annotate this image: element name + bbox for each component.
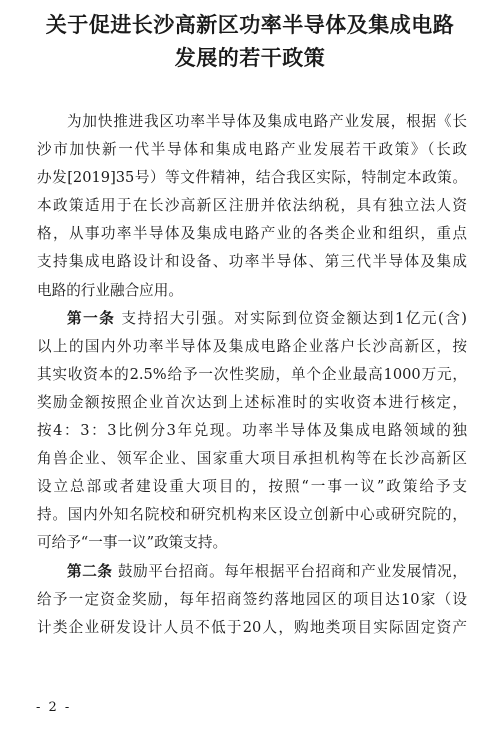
article-1-line: 奖励金额按照企业首次达到上述标准时的实收资本进行核定， bbox=[37, 393, 467, 411]
document-title-line-2: 发展的若干政策 bbox=[174, 45, 326, 70]
intro-line: 支持集成电路设计和设备、功率半导体、第三代半导体及集成 bbox=[37, 253, 467, 271]
article-1-line: 按4：3：3比例分3年兑现。功率半导体及集成电路领域的独 bbox=[37, 422, 467, 440]
intro-line: 办发[2019]35号）等文件精神，结合我区实际，特制定本政策。 bbox=[37, 169, 467, 187]
document-title-line-1: 关于促进长沙高新区功率半导体及集成电路 bbox=[45, 12, 455, 37]
article-1-line: 以上的国内外功率半导体及集成电路企业落户长沙高新区，按 bbox=[37, 337, 467, 355]
intro-line: 本政策适用于在长沙高新区注册并依法纳税，具有独立法人资 bbox=[37, 197, 467, 215]
article-2-heading: 第二条 bbox=[67, 562, 113, 580]
article-1-line: 其实收资本的2.5%给予一次性奖励，单个企业最高1000万元， bbox=[37, 365, 467, 383]
article-1-heading: 第一条 bbox=[67, 309, 116, 327]
article-2-line: 给予一定资金奖励，每年招商签约落地园区的项目达10家（设 bbox=[37, 590, 467, 608]
article-1-line: 角兽企业、领军企业、国家重大项目承担机构等在长沙高新区 bbox=[37, 450, 467, 468]
intro-line: 电路的行业融合应用。 bbox=[37, 281, 183, 299]
intro-line: 为加快推进我区功率半导体及集成电路产业发展，根据《长 bbox=[67, 113, 467, 130]
article-1-line: 设立总部或者建设重大项目的，按照“一事一议”政策给予支 bbox=[37, 478, 467, 496]
article-2-first-text: 鼓励平台招商。每年根据平台招商和产业发展情况， bbox=[112, 562, 467, 580]
intro-line: 沙市加快新一代半导体和集成电路产业发展若干政策》（长政 bbox=[37, 141, 467, 159]
article-1-line: 持。国内外知名院校和研究机构来区设立创新中心或研究院的， bbox=[37, 506, 467, 524]
intro-line: 格，从事功率半导体及集成电路产业的各类企业和组织，重点 bbox=[37, 225, 467, 243]
article-1-first-line bbox=[37, 305, 467, 333]
article-2-first-line bbox=[37, 558, 467, 586]
article-2-line: 计类企业研发设计人员不低于20人，购地类项目实际固定资产 bbox=[37, 618, 467, 636]
page-number: - 2 - bbox=[36, 700, 72, 715]
article-1-first-text: 支持招大引强。对实际到位资金额达到1亿元(含) bbox=[115, 309, 467, 327]
document-body bbox=[37, 108, 467, 642]
article-1-line: 可给予“一事一议”政策支持。 bbox=[37, 534, 228, 552]
